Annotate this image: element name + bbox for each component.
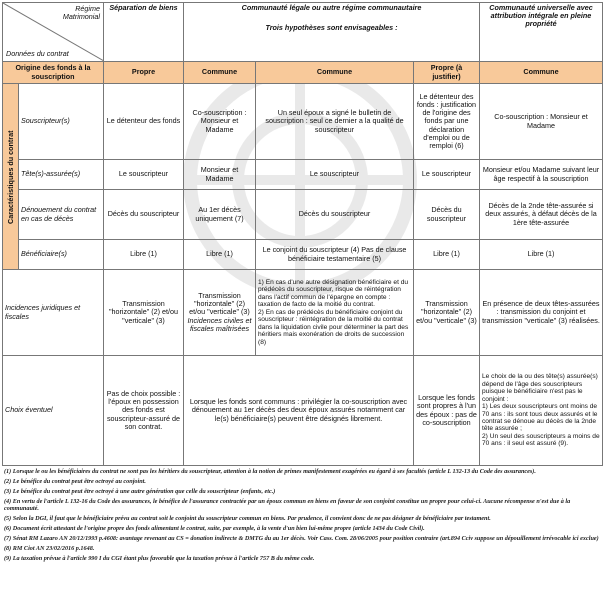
header-communaute-title: Communauté légale ou autre régime communautaire: [241, 3, 422, 12]
row-label: Incidences juridiques et fiscales: [3, 270, 104, 356]
footnote: (6) Document écrit attestant de l'origine propre des fonds alimentant le contrat, suite, par exemple, à la vente d'un bien lui-même propre (article 1434 du Code Civil).: [4, 525, 425, 533]
row-label: Souscripteur(s): [19, 84, 104, 160]
row-choix: [3, 356, 603, 466]
cell: Co-souscription : Monsieur et Madame: [480, 84, 603, 160]
row-label: Dénouement du contrat en cas de décès: [19, 190, 104, 240]
row-label: Bénéficiaire(s): [19, 240, 104, 270]
cell: Libre (1): [184, 240, 256, 270]
footnote: (8) RM Ciot AN 23/02/2016 p.1648.: [4, 545, 95, 552]
cell-text: Le choix de la ou des tête(s) assurée(s) dépend de l'âge des souscripteurs puisque le bénéficiaire n'est pas le conjoint :: [482, 373, 598, 403]
comparison-table-container: [2, 2, 602, 466]
footnote: (7) Sénat RM Lazaro AN 20/12/1993 p.4608: avantage revenant au CS = donation indirecte & DMTG du au 1er décès. Voir Cass. Com. 28/06/2005 pour position contraire (art.894 Cciv suppose un dépouillement irrévocable ici exclue): [4, 535, 599, 543]
row-denouement: [3, 190, 603, 240]
cell: Monsieur et Madame: [184, 160, 256, 190]
cell: Transmission "horizontale" (2) et/ou "verticale" (3): [104, 270, 184, 356]
cell-text: 2) Un seul des souscripteurs a moins de 70 ans : il seul est assuré (9).: [482, 432, 600, 448]
cell: En présence de deux têtes-assurées : transmission du conjoint et transmission "verticale" (3) réalisées.: [480, 270, 603, 356]
cell: Décès du souscripteur: [256, 190, 414, 240]
cell: Au 1er décès uniquement (7): [184, 190, 256, 240]
footnote: (5) Selon la DGI, il faut que le bénéficiaire prévu au contrat soit le conjoint du souscripteur commun en biens. Par prudence, il convient donc de ne pas désigner de bénéficiaire par testament.: [4, 515, 491, 523]
header-universelle: Communauté universelle avec attribution intégrale en pleine propriété: [480, 3, 603, 62]
cell: Libre (1): [480, 240, 603, 270]
cell: Le souscripteur: [256, 160, 414, 190]
header-communaute: [184, 3, 480, 62]
cell: Pas de choix possible : l'époux en possession des fonds est souscripteur-assuré de son contrat.: [104, 356, 184, 466]
cell-text: 1) Les deux souscripteurs ont moins de 70 ans : ils sont tous deux assurés et le contrat se dénoue au décès de la 2nde tête assurée ;: [482, 403, 598, 433]
footnote: (9) La taxation prévue à l'article 990 I du CGI étant plus favorable que la taxation prévue à l'article 757 B du même code.: [4, 554, 315, 562]
origin-separation: Propre: [104, 62, 184, 84]
cell: Monsieur et/ou Madame suivant leur âge respectif à la souscription: [480, 160, 603, 190]
origin-propre: Propre (à justifier): [414, 62, 480, 84]
footnotes: [4, 468, 602, 565]
footnote: (4) En vertu de l'article L 132-16 du Code des assurances, le bénéfice de l'assurance contractée par un époux commun en biens en faveur de son conjoint constitue un propre pour celui-ci. Aucune récompense n'est due à la communauté.: [4, 497, 571, 513]
row-tete-assuree: [3, 160, 603, 190]
cell-text: Transmission "horizontale" (2) et/ou "verticale" (3): [189, 291, 250, 317]
cell: Un seul époux a signé le bulletin de souscription : seul ce dernier a la qualité de souscripteur: [256, 84, 414, 160]
cell-text: 2) En cas de prédécès du bénéficiaire conjoint du souscripteur : réintégration de la moitié du contrat dans la liquidation civile pour déterminer la part des héritiers mais exonération de droits de succession (8): [258, 308, 409, 346]
cell: [480, 356, 603, 466]
cell: Le détenteur des fonds : justification de l'origine des fonds par une déclaration d'emploi ou de remploi (6): [414, 84, 480, 160]
cell: Le conjoint du souscripteur (4) Pas de clause bénéficiaire testamentaire (5): [256, 240, 414, 270]
header-row: [3, 3, 603, 62]
comparison-table: [2, 2, 603, 466]
cell: Lorsque les fonds sont propres à l'un des époux : pas de co-souscription: [414, 356, 480, 466]
cell: [256, 270, 414, 356]
cell-text: Incidences civiles et fiscales maîtrisées: [187, 315, 252, 333]
cell: Le souscripteur: [104, 160, 184, 190]
cell: Transmission "horizontale" (2) et/ou "verticale" (3): [414, 270, 480, 356]
header-separation: Séparation de biens: [104, 3, 184, 62]
cell: Décès du souscripteur: [104, 190, 184, 240]
row-incidences: [3, 270, 603, 356]
cell: Lorsque les fonds sont communs : privilégier la co-souscription avec dénouement au 1er décès des deux époux assurés notamment car le(s) bénéficiaire(s) peuvent être désignés librement.: [184, 356, 414, 466]
origin-commune-2: Commune: [256, 62, 414, 84]
origin-label: Origine des fonds à la souscription: [3, 62, 104, 84]
row-label: Tête(s)-assurée(s): [19, 160, 104, 190]
cell: Décès de la 2nde tête-assurée si deux assurés, à défaut décès de la 1ère tête-assurée: [480, 190, 603, 240]
cell: Co-souscription : Monsieur et Madame: [184, 84, 256, 160]
footnote: (2) Le bénéfice du contrat peut être octroyé au conjoint.: [4, 477, 146, 485]
side-label: Caractéristiques du contrat: [3, 84, 19, 270]
origin-commune-1: Commune: [184, 62, 256, 84]
cell: Décès du souscripteur: [414, 190, 480, 240]
corner-top-label: Régime Matrimonial: [62, 4, 100, 22]
header-communaute-sub: Trois hypothèses sont envisageables :: [265, 23, 398, 33]
row-label: Choix éventuel: [3, 356, 104, 466]
footnote: (3) Le bénéfice du contrat peut être octroyé à une autre génération que celle du souscripteur (enfants, etc.): [4, 487, 276, 495]
origin-universelle: Commune: [480, 62, 603, 84]
cell-text: 1) En cas d'une autre désignation bénéficiaire et du prédécès du souscripteur, risque de réintégration dans l'actif commun de l'épargne en compte : taxation de facto de la moitié du contrat.: [258, 279, 409, 309]
corner-bottom-label: Données du contrat: [6, 48, 69, 58]
row-beneficiaire: [3, 240, 603, 270]
cell: Le souscripteur: [414, 160, 480, 190]
row-souscripteur: [3, 84, 603, 160]
cell: Le détenteur des fonds: [104, 84, 184, 160]
cell: Libre (1): [414, 240, 480, 270]
cell: Libre (1): [104, 240, 184, 270]
origin-row: [3, 62, 603, 84]
cell: [184, 270, 256, 356]
corner-cell: [3, 3, 104, 62]
footnote: (1) Lorsque le ou les bénéficiaires du contrat ne sont pas les héritiers du souscripteur, attention à la notion de primes manifestement exagérées eu égard à ses facultés (article L 132-13 du Code des assurances).: [4, 468, 536, 475]
